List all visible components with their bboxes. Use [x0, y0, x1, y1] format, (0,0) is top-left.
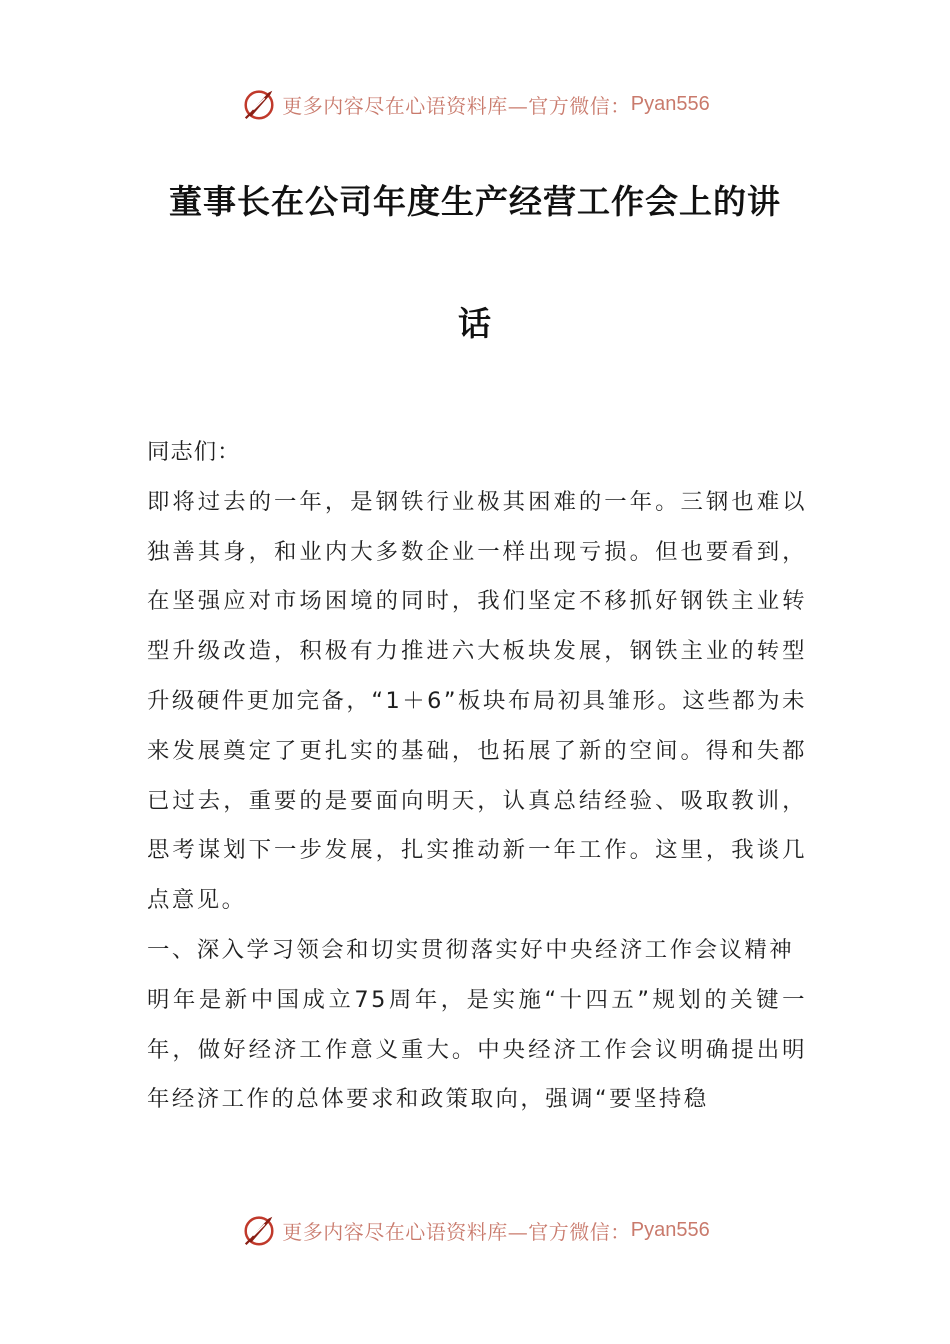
greeting-paragraph: 同志们：	[147, 439, 241, 465]
section-heading-1: 一、深入学习领会和切实贯彻落实好中央经济工作会议精神	[147, 936, 795, 963]
watermark-text: 更多内容尽在心语资料库—官方微信：	[282, 93, 631, 118]
footer-watermark	[0, 1210, 950, 1250]
quill-pen-logo-icon	[240, 1211, 278, 1249]
body-paragraph-1: 即将过去的一年，是钢铁行业极其困难的一年。三钢也难以独善其身，和业内大多数企业一样出现亏损。但也要看到，在坚强应对市场困境的同时，我们坚定不移抓好钢铁主业转型升级改造，积极有力推进六大板块发展，钢铁主业的转型升级硬件更加完备，“1＋6”板块布局初具雏形。这些都为未来发展奠定了更扎实的基础，也拓展了新的空间。得和失都已过去，重要的是要面向明天，认真总结经验、吸取教训，思考谋划下一步发展，扎实推动新一年工作。这里，我谈几点意见。	[147, 488, 807, 914]
watermark-text: 更多内容尽在心语资料库—官方微信：	[282, 1219, 631, 1244]
document-body	[147, 428, 807, 1125]
document-title-line2: 话	[458, 304, 492, 343]
watermark-wechat-id: Pyan556	[630, 1218, 710, 1241]
watermark-wechat-id: Pyan556	[630, 92, 710, 115]
body-paragraph-2: 明年是新中国成立75周年，是实施“十四五”规划的关键一年，做好经济工作意义重大。中央经济工作会议明确提出明年经济工作的总体要求和政策取向，强调“要坚持稳	[147, 986, 807, 1113]
header-watermark	[0, 84, 950, 124]
quill-pen-logo-icon	[240, 85, 278, 123]
document-title-line1: 董事长在公司年度生产经营工作会上的讲	[169, 182, 781, 221]
